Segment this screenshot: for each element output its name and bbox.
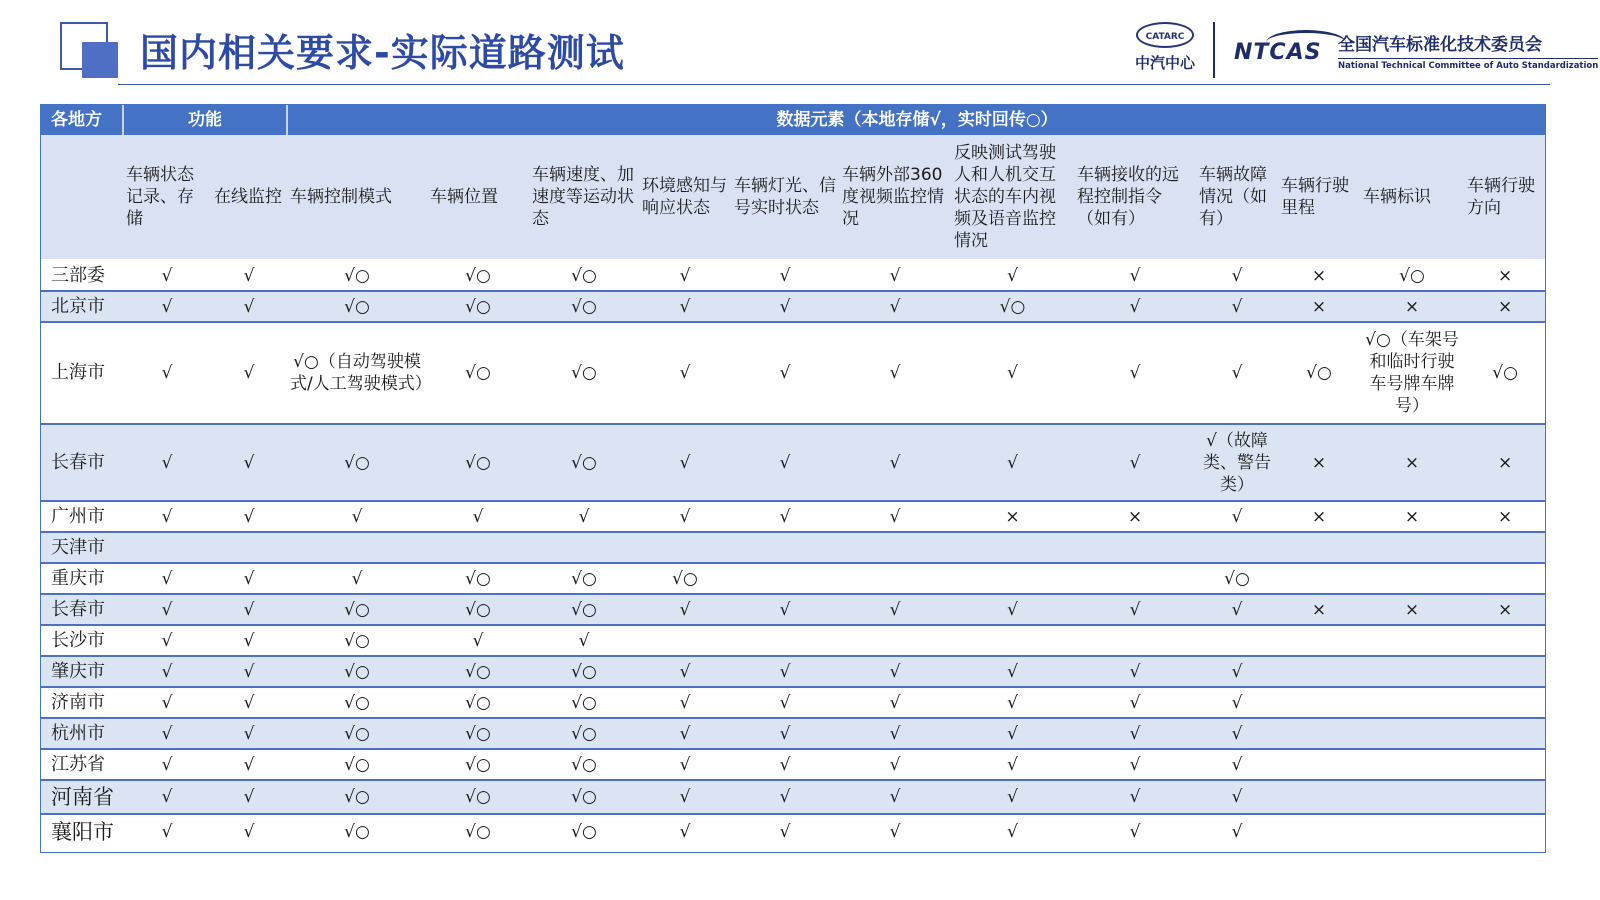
table-cell	[1074, 532, 1196, 563]
table-cell: √	[839, 749, 951, 780]
table-cell: √	[1196, 260, 1278, 291]
column-header: 车辆位置	[427, 135, 529, 260]
column-header: 车辆行驶方向	[1464, 135, 1546, 260]
table-cell: √○	[529, 749, 639, 780]
table-cell: √○（车架号和临时行驶车号牌车牌号）	[1360, 322, 1464, 424]
column-header: 车辆灯光、信号实时状态	[731, 135, 839, 260]
table-cell	[1278, 656, 1360, 687]
caeri-oval-logo: CATARC	[1136, 22, 1194, 48]
table-cell	[1360, 814, 1464, 848]
table-row	[41, 749, 1546, 780]
table-cell	[1464, 718, 1546, 749]
table-cell	[1464, 532, 1546, 563]
table-cell: √	[639, 501, 731, 532]
table-cell: √	[639, 322, 731, 424]
row-place-name: 襄阳市	[41, 814, 123, 848]
column-header: 环境感知与响应状态	[639, 135, 731, 260]
table-cell	[731, 563, 839, 594]
row-place-name: 长春市	[41, 424, 123, 501]
caeri-logo-name: 中汽中心	[1134, 54, 1195, 72]
table-cell: √	[951, 424, 1074, 501]
table-cell: √	[731, 260, 839, 291]
table-cell: √	[287, 501, 427, 532]
table-cell: √	[951, 322, 1074, 424]
table-cell: √	[1196, 656, 1278, 687]
table-cell	[211, 532, 287, 563]
table-cell: √	[211, 656, 287, 687]
table-cell: √	[1074, 780, 1196, 814]
table-cell: ×	[1360, 501, 1464, 532]
table-cell	[287, 532, 427, 563]
table-cell: √	[123, 322, 211, 424]
row-place-name: 河南省	[41, 780, 123, 814]
table-cell: √	[839, 322, 951, 424]
table-cell: ×	[1278, 260, 1360, 291]
table-cell: √	[211, 260, 287, 291]
row-place-name: 上海市	[41, 322, 123, 424]
table-cell: √○	[1464, 322, 1546, 424]
column-header: 车辆控制模式	[287, 135, 427, 260]
table-cell	[839, 532, 951, 563]
table-cell: √○	[287, 656, 427, 687]
table-cell: √	[1074, 718, 1196, 749]
ntcas-wordmark: NTCAS	[1234, 40, 1322, 65]
table-row	[41, 424, 1546, 501]
table-cell: √	[639, 424, 731, 501]
table-cell: √	[731, 656, 839, 687]
table-cell: ×	[1464, 424, 1546, 501]
table-cell: √	[427, 625, 529, 656]
table-cell: √	[731, 322, 839, 424]
table-cell: √○	[639, 563, 731, 594]
table-cell: √	[211, 563, 287, 594]
row-place-name: 广州市	[41, 501, 123, 532]
table-cell: √○	[427, 594, 529, 625]
table-cell: √	[951, 687, 1074, 718]
row-place-name: 重庆市	[41, 563, 123, 594]
table-cell: √	[123, 291, 211, 322]
table-cell: √	[529, 501, 639, 532]
table-cell	[529, 532, 639, 563]
table-cell	[951, 625, 1074, 656]
column-header: 车辆故障情况（如有）	[1196, 135, 1278, 260]
table-cell: √	[1196, 501, 1278, 532]
table-cell: √	[1074, 814, 1196, 848]
table-cell: √○	[1360, 260, 1464, 291]
table-cell: √	[123, 625, 211, 656]
row-place-name: 天津市	[41, 532, 123, 563]
table-cell	[1196, 532, 1278, 563]
table-cell: √	[639, 260, 731, 291]
table-cell: √○	[427, 563, 529, 594]
table-cell: √	[123, 424, 211, 501]
table-cell	[1464, 687, 1546, 718]
table-cell: √	[211, 780, 287, 814]
table-cell: √	[731, 424, 839, 501]
table-cell: √	[951, 718, 1074, 749]
table-cell: √	[839, 687, 951, 718]
column-header: 反映测试驾驶人和人机交互状态的车内视频及语音监控情况	[951, 135, 1074, 260]
table-cell: √○	[427, 780, 529, 814]
table-cell: √○	[427, 687, 529, 718]
table-cell: √	[211, 501, 287, 532]
table-cell: √	[211, 718, 287, 749]
table-cell: √	[839, 501, 951, 532]
table-cell: √	[839, 424, 951, 501]
logo-separator	[1213, 22, 1215, 78]
table-cell: √○	[529, 780, 639, 814]
table-cell: √	[1196, 749, 1278, 780]
table-cell: √	[1074, 594, 1196, 625]
table-cell: √	[639, 780, 731, 814]
row-place-name: 肇庆市	[41, 656, 123, 687]
table-cell: √	[951, 814, 1074, 848]
table-cell: √○	[427, 424, 529, 501]
table-cell: √	[1196, 718, 1278, 749]
table-cell: √○	[287, 780, 427, 814]
table-cell: √	[211, 291, 287, 322]
table-cell: √	[1196, 814, 1278, 848]
table-cell: √	[731, 687, 839, 718]
table-cell	[1360, 718, 1464, 749]
column-header: 车辆外部360度视频监控情况	[839, 135, 951, 260]
table-row	[41, 814, 1546, 848]
table-cell: √	[731, 814, 839, 848]
table-cell: √○	[287, 625, 427, 656]
table-cell: √	[1074, 291, 1196, 322]
table-cell: √	[839, 656, 951, 687]
table-cell: √	[1074, 749, 1196, 780]
table-cell: √○	[529, 594, 639, 625]
table-cell: √○	[951, 291, 1074, 322]
table-cell: √	[1074, 687, 1196, 718]
table-cell: ×	[1278, 501, 1360, 532]
row-place-name: 长沙市	[41, 625, 123, 656]
table-row	[41, 687, 1546, 718]
table-cell: √○	[287, 749, 427, 780]
table-cell: √○	[427, 322, 529, 424]
table-cell	[951, 532, 1074, 563]
table-cell: √（故障类、警告类）	[1196, 424, 1278, 501]
org-name-en: National Technical Committee of Auto Standardization	[1338, 58, 1598, 71]
table-cell: √	[731, 291, 839, 322]
table-cell: √	[1074, 322, 1196, 424]
table-cell: √	[123, 780, 211, 814]
table-cell: √	[1074, 424, 1196, 501]
table-cell	[1464, 780, 1546, 814]
table-cell: √	[951, 594, 1074, 625]
table-cell: √○	[427, 291, 529, 322]
table-cell: √	[839, 291, 951, 322]
header-data-elements: 数据元素（本地存储√，实时回传○）	[287, 105, 1546, 135]
table-cell: √○	[529, 563, 639, 594]
table-cell: √	[529, 625, 639, 656]
column-header	[41, 135, 123, 260]
table-cell: ×	[1278, 594, 1360, 625]
table-cell: √	[123, 814, 211, 848]
table-cell: √	[639, 814, 731, 848]
table-cell	[1464, 656, 1546, 687]
table-cell	[639, 532, 731, 563]
table-cell: √○	[287, 718, 427, 749]
table-cell: √	[1196, 291, 1278, 322]
table-cell: √○	[529, 322, 639, 424]
table-cell: ×	[1278, 424, 1360, 501]
table-cell	[1074, 563, 1196, 594]
table-cell	[1464, 625, 1546, 656]
table-row	[41, 594, 1546, 625]
table-cell: √	[123, 563, 211, 594]
table-cell: √○	[427, 260, 529, 291]
table-cell: √	[1196, 322, 1278, 424]
table-cell: √	[731, 594, 839, 625]
table-cell: √○	[1278, 322, 1360, 424]
table-cell	[1278, 687, 1360, 718]
table-cell: √○	[427, 749, 529, 780]
table-cell: √	[211, 687, 287, 718]
table-cell	[427, 532, 529, 563]
table-cell: √	[427, 501, 529, 532]
row-place-name: 江苏省	[41, 749, 123, 780]
table-cell	[1360, 687, 1464, 718]
table-cell: √	[839, 780, 951, 814]
table-cell: √	[123, 594, 211, 625]
header-place: 各地方	[41, 105, 123, 135]
table-cell	[1278, 814, 1360, 848]
requirements-table	[41, 105, 1546, 848]
table-cell: √○	[1196, 563, 1278, 594]
table-cell: √	[731, 749, 839, 780]
table-cell	[1464, 563, 1546, 594]
table-cell: √	[211, 814, 287, 848]
column-header: 车辆状态记录、存储	[123, 135, 211, 260]
table-cell: √	[123, 501, 211, 532]
table-cell: √	[1196, 687, 1278, 718]
table-cell: √	[211, 424, 287, 501]
table-cell: √	[211, 625, 287, 656]
table-cell	[731, 532, 839, 563]
table-row	[41, 532, 1546, 563]
table-cell	[1360, 563, 1464, 594]
table-cell	[1278, 532, 1360, 563]
table-cell	[1360, 532, 1464, 563]
table-cell: ×	[1074, 501, 1196, 532]
table-cell	[1278, 718, 1360, 749]
column-header: 车辆接收的远程控制指令（如有）	[1074, 135, 1196, 260]
table-cell: ×	[1464, 260, 1546, 291]
table-cell: √	[839, 814, 951, 848]
table-cell	[1360, 625, 1464, 656]
table-cell: ×	[1464, 291, 1546, 322]
table-row	[41, 291, 1546, 322]
column-header: 车辆速度、加速度等运动状态	[529, 135, 639, 260]
row-place-name: 杭州市	[41, 718, 123, 749]
table-cell: √	[731, 780, 839, 814]
header-divider	[118, 84, 1550, 85]
table-cell	[1074, 625, 1196, 656]
table-cell: √○	[427, 656, 529, 687]
table-cell: √○	[287, 260, 427, 291]
table-row	[41, 718, 1546, 749]
table-cell: √	[123, 656, 211, 687]
row-place-name: 济南市	[41, 687, 123, 718]
header-function: 功能	[123, 105, 287, 135]
table-cell: √○	[287, 424, 427, 501]
table-cell: √○	[529, 260, 639, 291]
table-cell: √	[839, 260, 951, 291]
table-cell	[839, 625, 951, 656]
title-deco-fill	[82, 42, 118, 78]
table-cell: √	[951, 656, 1074, 687]
table-cell	[123, 532, 211, 563]
table-row	[41, 563, 1546, 594]
table-cell: √	[639, 656, 731, 687]
table-cell: √	[123, 687, 211, 718]
table-cell	[1278, 749, 1360, 780]
table-cell: √○	[529, 424, 639, 501]
table-cell: √	[951, 260, 1074, 291]
table-cell: √○	[529, 687, 639, 718]
table-cell: √	[123, 749, 211, 780]
table-cell	[1360, 749, 1464, 780]
table-cell	[1278, 780, 1360, 814]
table-cell	[951, 563, 1074, 594]
table-cell: √○	[427, 814, 529, 848]
table-cell: √○	[287, 594, 427, 625]
table-cell: √	[211, 594, 287, 625]
org-name-cn: 全国汽车标准化技术委员会	[1338, 35, 1542, 55]
table-cell: √	[1196, 594, 1278, 625]
table-row	[41, 780, 1546, 814]
table-cell: √○	[529, 656, 639, 687]
row-place-name: 北京市	[41, 291, 123, 322]
page-title: 国内相关要求-实际道路测试	[140, 31, 625, 75]
table-cell	[1278, 563, 1360, 594]
table-cell: √○	[287, 814, 427, 848]
table-cell: √	[211, 322, 287, 424]
table-cell: √	[839, 718, 951, 749]
table-cell: ×	[951, 501, 1074, 532]
column-header: 在线监控	[211, 135, 287, 260]
table-cell: √	[731, 501, 839, 532]
table-cell	[639, 625, 731, 656]
table-cell: √○（自动驾驶模式/人工驾驶模式）	[287, 322, 427, 424]
table-cell: √	[211, 749, 287, 780]
table-cell: √○	[287, 291, 427, 322]
table-cell	[731, 625, 839, 656]
table-cell: √○	[529, 814, 639, 848]
table-cell: √	[731, 718, 839, 749]
ntcas-logo	[1226, 28, 1340, 68]
table-cell: √	[287, 563, 427, 594]
caeri-logo	[1130, 22, 1200, 78]
table-row	[41, 501, 1546, 532]
table-row	[41, 656, 1546, 687]
column-header: 车辆标识	[1360, 135, 1464, 260]
table-cell	[839, 563, 951, 594]
table-cell: √○	[427, 718, 529, 749]
table-cell	[1360, 780, 1464, 814]
table-cell: √	[839, 594, 951, 625]
table-cell: √	[1196, 780, 1278, 814]
table-cell: ×	[1278, 291, 1360, 322]
table-cell: √	[951, 780, 1074, 814]
table-cell: √	[639, 749, 731, 780]
table-cell: √○	[287, 687, 427, 718]
table-cell	[1464, 814, 1546, 848]
table-row	[41, 322, 1546, 424]
table-cell: √	[639, 718, 731, 749]
table-cell: √	[1074, 260, 1196, 291]
table-cell: √	[639, 687, 731, 718]
table-cell: ×	[1360, 291, 1464, 322]
group-header-row	[41, 105, 1546, 135]
table-cell: √	[123, 260, 211, 291]
table-cell: √	[123, 718, 211, 749]
table-cell	[1360, 656, 1464, 687]
column-header-row	[41, 135, 1546, 260]
table-cell: √○	[529, 718, 639, 749]
table-cell	[1278, 625, 1360, 656]
table-cell: ×	[1360, 594, 1464, 625]
table-cell: √	[639, 291, 731, 322]
table-cell: √	[951, 749, 1074, 780]
table-cell: √	[1074, 656, 1196, 687]
table-cell: √○	[529, 291, 639, 322]
table-row	[41, 260, 1546, 291]
table-cell: ×	[1464, 594, 1546, 625]
column-header: 车辆行驶里程	[1278, 135, 1360, 260]
table-cell: ×	[1360, 424, 1464, 501]
table-cell: ×	[1464, 501, 1546, 532]
table-row	[41, 625, 1546, 656]
row-place-name: 长春市	[41, 594, 123, 625]
row-place-name: 三部委	[41, 260, 123, 291]
table-cell	[1196, 625, 1278, 656]
table-cell: √	[639, 594, 731, 625]
table-cell	[1464, 749, 1546, 780]
